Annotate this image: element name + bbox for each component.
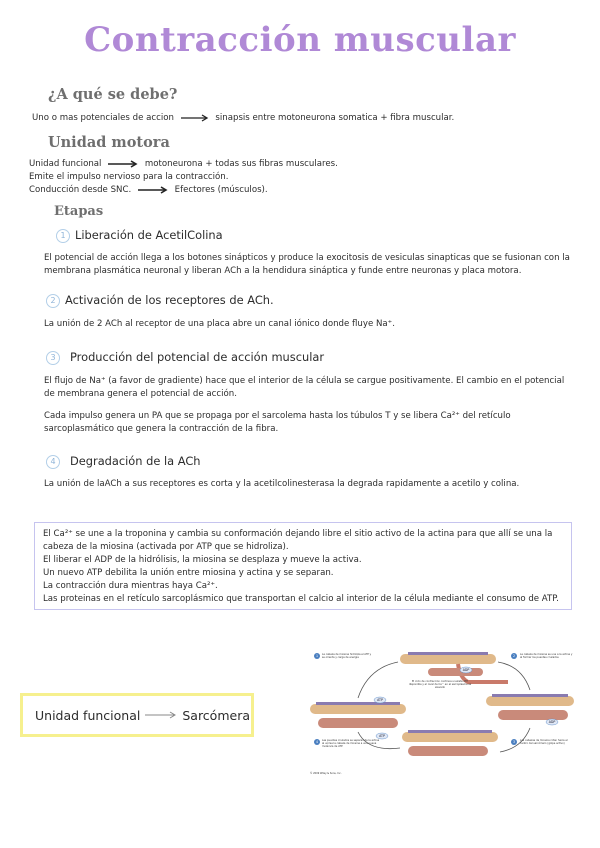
filament-bottom [402,730,498,756]
step-2-title-row [46,293,274,308]
unidad-funcional-label: Unidad funcional [35,707,141,723]
calcium-line-4: La contracción dura mientras haya Ca²⁺. [43,581,218,591]
unidad-line-1 [29,158,338,171]
heading-etapas: Etapas [54,204,104,219]
step-number-4: 4 [46,455,60,469]
heading-unidad-motora: Unidad motora [48,134,170,151]
fig-copyright: © 2009 Wiley & Sons, Inc. [310,772,342,775]
unidad-line-3 [29,184,268,197]
que-right: sinapsis entre motoneurona somatica + fibra muscular. [215,113,455,123]
arrow-right-icon [137,186,169,194]
cross-bridge-cycle-figure [308,648,576,778]
fig-step-3-num: 3 [512,740,516,745]
step-3-text-2: Cada impulso genera un PA que se propaga por el sarcolema hasta los túbulos T y se libera Ca²⁺ del retículo sarcoplasmático que genera la contracción de la fibra. [44,411,511,434]
adp-label-2: ADP [548,720,556,725]
calcium-line-2: El liberar el ADP de la hidrólisis, la miosina se desplaza y mueve la activa. [43,555,362,565]
arrow-right-icon [107,160,139,168]
step-4-title: Degradación de la ACh [70,454,201,468]
fig-center-text: El ciclo de contracción continúa si existe ATP disponible y el nivel de Ca²⁺ en el sarcoplasma es elevado [408,680,472,689]
step-2-text: La unión de 2 ACh al receptor de una placa abre un canal iónico donde fluye Na⁺. [44,319,395,329]
adp-label-1: ADP [462,668,470,673]
step-3-title: Producción del potencial de acción muscular [70,350,325,364]
step-4-text: La unión de laACh a sus receptores es corta y la acetilcolinesterasa la degrada rapidamente a acetilo y colina. [44,479,520,489]
fig-step-2-num: 2 [512,654,516,659]
unidad-funcional-box [20,693,254,737]
arrow-right-icon [180,114,210,122]
unidad-line-2: Emite el impulso nervioso para la contracción. [29,172,229,182]
step-1-title: Liberación de AcetilColina [75,228,223,242]
conduccion-left: Conducción desde SNC. [29,185,132,195]
page-title: Contracción muscular [84,20,516,60]
calcium-line-5: Las proteinas en el retículo sarcoplásmico que transportan el calcio al interior de la célula mediante el consumo de ATP. [43,594,559,604]
calcium-box [34,522,572,610]
sarcomera-label: Sarcómera [182,707,250,723]
filament-right [486,694,574,720]
step-4-title-row [46,454,201,469]
fig-step-2-text: La cabeza de miosina se une a la actina y al formar los puentes cruzados [520,653,573,659]
step-number-1: 1 [56,229,70,243]
fig-step-3-text: Las cabezas de miosina rotan hacia el centro del sarcómero (golpe activo) [520,739,568,745]
atp-label-1: ATP [377,698,383,703]
step-1-text: El potencial de acción llega a los botones sinápticos y produce la exocitosis de vesiculas sinapticas que se fusionan con la membrana plasmática neuronal y liberan ACh a la hendidura sináptica y funde entre neuronas y placa motora. [44,253,570,276]
unidad-left: Unidad funcional [29,159,102,169]
fig-step-4-num: 4 [315,740,319,745]
calcium-line-1: El Ca²⁺ se une a la troponina y cambia su conformación dejando libre el sitio activo de la actina para que allí se una la cabeza de la miosina (activada por ATP que se hidroliza). [43,529,553,552]
atp-label-2: ATP [379,734,385,739]
unidad-right: motoneurona + todas sus fibras musculares. [144,159,338,169]
step-3-text: El flujo de Na⁺ (a favor de gradiente) hace que el interior de la célula se cargue positivamente. El cambio en el potencial de membrana genera el potencial de acción. [44,376,565,399]
step-3-title-row [46,350,324,365]
step-number-3: 3 [46,351,60,365]
que-se-debe-line [32,112,454,125]
step-1-title-row [56,228,223,243]
heading-que-se-debe: ¿A qué se debe? [48,86,178,103]
que-left: Uno o mas potenciales de accion [32,113,174,123]
conduccion-right: Efectores (músculos). [174,185,268,195]
filament-left [310,702,406,728]
calcium-line-3: Un nuevo ATP debilita la unión entre miosina y actina y se separan. [43,568,334,578]
filament-top [400,652,508,682]
step-number-2: 2 [46,294,60,308]
arrow-right-icon [144,711,178,719]
fig-step-1-text: La cabeza de miosina hidroliza el ATP y se orienta y carga de energía [322,653,372,659]
fig-step-1-num: 1 [315,654,319,659]
fig-step-4-text: Las puentes cruzados se separan de la actina al unirse la cabeza de miosina a una nueva molécula de ATP [322,739,380,748]
step-2-title: Activación de los receptores de ACh. [65,293,274,307]
